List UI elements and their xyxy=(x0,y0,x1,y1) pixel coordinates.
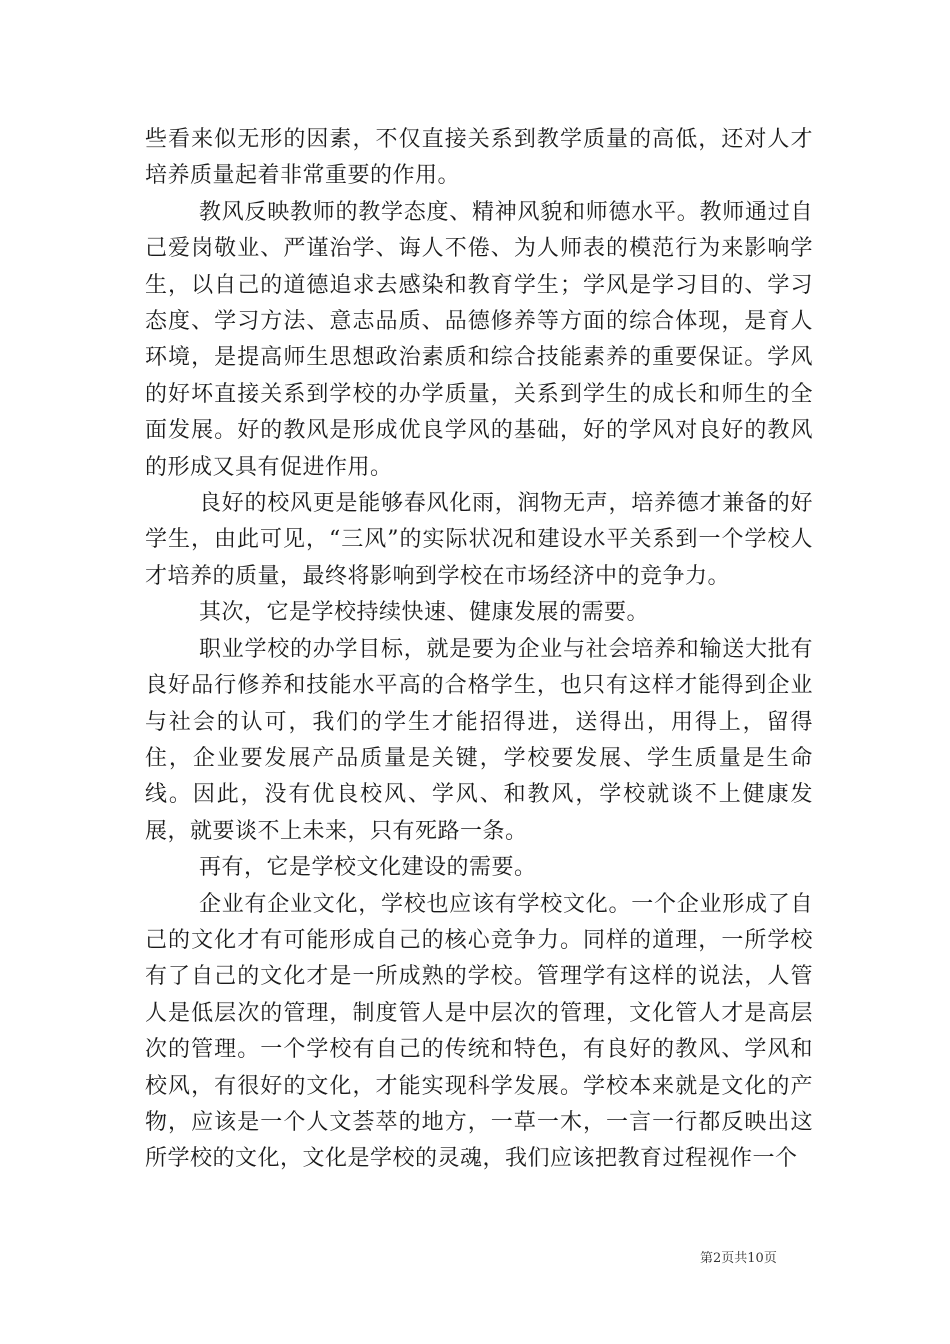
paragraph-teaching-style: 教风反映教师的教学态度、精神风貌和师德水平。教师通过自己爱岗敬业、严谨治学、诲人不倦、为人师表的模范行为来影响学生，以自己的道德追求去感染和教育学生；学风是学习目的、学习态度、学习方法、意志品质、品德修养等方面的综合体现，是育人环境，是提高师生思想政治素质和综合技能素养的重要保证。学风的好坏直接关系到学校的办学质量，关系到学生的成长和师生的全面发展。好的教风是形成优良学风的基础，好的学风对良好的教风的形成又具有促进作用。 xyxy=(145,199,813,480)
page-number: 第2页共10页 xyxy=(700,1251,777,1266)
paragraph-school-culture: 企业有企业文化，学校也应该有学校文化。一个企业形成了自己的文化才有可能形成自己的核心竞争力。同样的道理，一所学校有了自己的文化才是一所成熟的学校。管理学有这样的说法，人管人是低层次的管理，制度管人是中层次的管理，文化管人才是高层次的管理。一个学校有自己的传统和特色，有良好的教风、学风和校风，有很好的文化，才能实现科学发展。学校本来就是文化的产物，应该是一个人文荟萃的地方，一草一木，一言一行都反映出这所学校的文化，文化是学校的灵魂，我们应该把教育过程视作一个 xyxy=(145,891,813,1172)
paragraph-continuation: 些看来似无形的因素，不仅直接关系到教学质量的高低，还对人才培养质量起着非常重要的作用。 xyxy=(145,127,813,189)
paragraph-third-point: 再有，它是学校文化建设的需要。 xyxy=(199,855,537,881)
paragraph-vocational-goal: 职业学校的办学目标，就是要为企业与社会培养和输送大批有良好品行修养和技能水平高的合格学生，也只有这样才能得到企业与社会的认可，我们的学生才能招得进，送得出，用得上，留得住，企业要发展产品质量是关键，学校要发展、学生质量是生命线。因此，没有优良校风、学风、和教风，学校就谈不上健康发展，就要谈不上未来，只有死路一条。 xyxy=(145,636,813,844)
paragraph-second-point: 其次，它是学校持续快速、健康发展的需要。 xyxy=(199,600,650,626)
document-body xyxy=(145,122,813,1178)
paragraph-school-style: 良好的校风更是能够春风化雨，润物无声，培养德才兼备的好学生，由此可见，“三风”的实际状况和建设水平关系到一个学校人才培养的质量，最终将影响到学校在市场经济中的竞争力。 xyxy=(145,491,813,589)
